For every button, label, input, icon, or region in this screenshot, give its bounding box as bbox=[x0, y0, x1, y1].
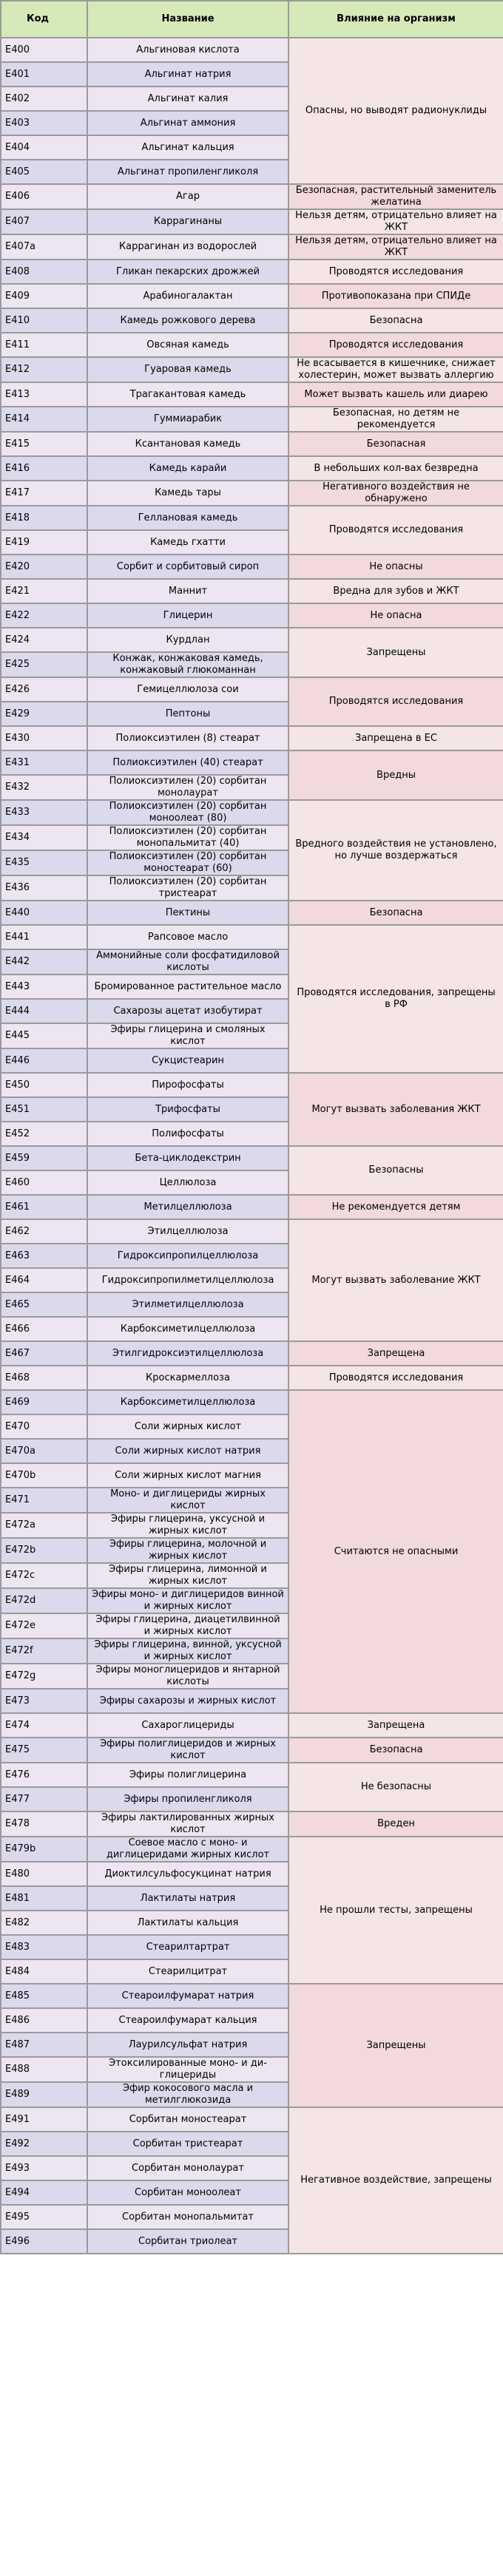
code-cell: E482 bbox=[1, 1911, 87, 1935]
code-cell: E459 bbox=[1, 1146, 87, 1170]
code-cell: E409 bbox=[1, 284, 87, 308]
table-row bbox=[1, 628, 503, 652]
code-cell: E408 bbox=[1, 260, 87, 284]
name-cell: Диоктилсульфосукцинат натрия bbox=[87, 1862, 288, 1886]
table-row bbox=[1, 1073, 503, 1097]
effect-cell: Негативное воздействие, запрещены bbox=[288, 2107, 503, 2254]
code-cell: E470 bbox=[1, 1414, 87, 1439]
name-cell: Кроскармеллоза bbox=[87, 1366, 288, 1390]
code-cell: E467 bbox=[1, 1341, 87, 1366]
effect-cell: Запрещена bbox=[288, 1713, 503, 1738]
code-cell: E472d bbox=[1, 1588, 87, 1613]
code-cell: E430 bbox=[1, 726, 87, 750]
name-cell: Альгинат калия bbox=[87, 87, 288, 111]
code-cell: E441 bbox=[1, 925, 87, 949]
name-cell: Сорбитан тристеарат bbox=[87, 2132, 288, 2156]
table-row bbox=[1, 333, 503, 357]
name-cell: Гуаровая камедь bbox=[87, 357, 288, 382]
code-cell: E445 bbox=[1, 1023, 87, 1048]
name-cell: Соли жирных кислот магния bbox=[87, 1463, 288, 1488]
table-row bbox=[1, 38, 503, 62]
table-row bbox=[1, 209, 503, 234]
code-cell: E484 bbox=[1, 1959, 87, 1984]
table-row bbox=[1, 579, 503, 603]
name-cell: Гидроксипропилцеллюлоза bbox=[87, 1244, 288, 1268]
code-cell: E412 bbox=[1, 357, 87, 382]
name-cell: Полифосфаты bbox=[87, 1122, 288, 1146]
name-cell: Полиоксиэтилен (20) сорбитан тристеарат bbox=[87, 875, 288, 901]
name-cell: Этилцеллюлоза bbox=[87, 1219, 288, 1244]
code-cell: E494 bbox=[1, 2180, 87, 2205]
name-cell: Полиоксиэтилен (20) сорбитан монопальмитат (40) bbox=[87, 825, 288, 850]
effect-cell: Не безопасны bbox=[288, 1763, 503, 1811]
table-row bbox=[1, 382, 503, 407]
name-cell: Сорбитан моноолеат bbox=[87, 2180, 288, 2205]
code-cell: E466 bbox=[1, 1317, 87, 1341]
code-cell: E480 bbox=[1, 1862, 87, 1886]
code-cell: E496 bbox=[1, 2229, 87, 2254]
code-cell: E483 bbox=[1, 1935, 87, 1959]
code-cell: E478 bbox=[1, 1811, 87, 1837]
name-cell: Бета-циклодекстрин bbox=[87, 1146, 288, 1170]
table-row bbox=[1, 1219, 503, 1244]
name-cell: Сукцистеарин bbox=[87, 1048, 288, 1073]
table-row bbox=[1, 1738, 503, 1763]
name-cell: Камедь тары bbox=[87, 481, 288, 506]
effect-cell: Могут вызвать заболевание ЖКТ bbox=[288, 1219, 503, 1341]
table-row bbox=[1, 750, 503, 775]
effect-cell: Не рекомендуется детям bbox=[288, 1195, 503, 1219]
name-cell: Эфиры глицерина и смоляных кислот bbox=[87, 1023, 288, 1048]
table-row bbox=[1, 1341, 503, 1366]
table-row bbox=[1, 1984, 503, 2008]
code-cell: E476 bbox=[1, 1763, 87, 1787]
code-cell: E489 bbox=[1, 2082, 87, 2107]
table-row bbox=[1, 925, 503, 949]
name-cell: Сорбитан монолаурат bbox=[87, 2156, 288, 2180]
code-cell: E450 bbox=[1, 1073, 87, 1097]
name-cell: Маннит bbox=[87, 579, 288, 603]
code-cell: E410 bbox=[1, 308, 87, 333]
effect-cell: Не опасны bbox=[288, 555, 503, 579]
effect-cell: Вредна для зубов и ЖКТ bbox=[288, 579, 503, 603]
code-cell: E488 bbox=[1, 2057, 87, 2082]
name-cell: Овсяная камедь bbox=[87, 333, 288, 357]
effect-cell: В небольших кол-вах безвредна bbox=[288, 456, 503, 481]
code-cell: E470b bbox=[1, 1463, 87, 1488]
name-cell: Трагакантовая камедь bbox=[87, 382, 288, 407]
name-cell: Эфиры лактилированных жирных кислот bbox=[87, 1811, 288, 1837]
name-cell: Пептоны bbox=[87, 702, 288, 726]
name-cell: Альгинат аммония bbox=[87, 111, 288, 135]
table-row bbox=[1, 432, 503, 456]
code-cell: E495 bbox=[1, 2205, 87, 2229]
name-cell: Ксантановая камедь bbox=[87, 432, 288, 456]
code-cell: E487 bbox=[1, 2033, 87, 2057]
code-cell: E413 bbox=[1, 382, 87, 407]
code-cell: E444 bbox=[1, 999, 87, 1023]
code-cell: E477 bbox=[1, 1787, 87, 1811]
effect-cell: Запрещена в ЕС bbox=[288, 726, 503, 750]
code-cell: E472e bbox=[1, 1613, 87, 1638]
code-cell: E442 bbox=[1, 949, 87, 975]
name-cell: Стеарилцитрат bbox=[87, 1959, 288, 1984]
table-row bbox=[1, 2107, 503, 2132]
table-row bbox=[1, 677, 503, 702]
table-row bbox=[1, 407, 503, 432]
code-cell: E407a bbox=[1, 234, 87, 260]
code-cell: E451 bbox=[1, 1097, 87, 1122]
effect-cell: Безопасная, но детям не рекомендуется bbox=[288, 407, 503, 432]
name-cell: Эфиры полиглицеридов и жирных кислот bbox=[87, 1738, 288, 1763]
code-cell: E436 bbox=[1, 875, 87, 901]
effect-cell: Запрещены bbox=[288, 1984, 503, 2107]
code-cell: E472c bbox=[1, 1563, 87, 1588]
code-cell: E465 bbox=[1, 1292, 87, 1317]
column-header-effect: Влияние на организм bbox=[288, 1, 503, 38]
name-cell: Целлюлоза bbox=[87, 1170, 288, 1195]
code-cell: E432 bbox=[1, 775, 87, 800]
effect-cell: Проводятся исследования bbox=[288, 506, 503, 555]
name-cell: Камедь рожкового дерева bbox=[87, 308, 288, 333]
name-cell: Метилцеллюлоза bbox=[87, 1195, 288, 1219]
name-cell: Лаурилсульфат натрия bbox=[87, 2033, 288, 2057]
table-row bbox=[1, 555, 503, 579]
code-cell: E464 bbox=[1, 1268, 87, 1292]
name-cell: Эфиры глицерина, диацетилвинной и жирных кислот bbox=[87, 1613, 288, 1638]
code-cell: E421 bbox=[1, 579, 87, 603]
code-cell: E434 bbox=[1, 825, 87, 850]
name-cell: Эфиры сахарозы и жирных кислот bbox=[87, 1689, 288, 1713]
table-row bbox=[1, 1763, 503, 1787]
table-row bbox=[1, 506, 503, 530]
code-cell: E474 bbox=[1, 1713, 87, 1738]
effect-cell: Опасны, но выводят радионуклиды bbox=[288, 38, 503, 184]
table-row bbox=[1, 184, 503, 209]
code-cell: E418 bbox=[1, 506, 87, 530]
name-cell: Сорбитан триолеат bbox=[87, 2229, 288, 2254]
code-cell: E485 bbox=[1, 1984, 87, 2008]
effect-cell: Считаются не опасными bbox=[288, 1390, 503, 1713]
name-cell: Эфиры полиглицерина bbox=[87, 1763, 288, 1787]
table-row bbox=[1, 1195, 503, 1219]
code-cell: E470a bbox=[1, 1439, 87, 1463]
name-cell: Трифосфаты bbox=[87, 1097, 288, 1122]
code-cell: E424 bbox=[1, 628, 87, 652]
table-row bbox=[1, 603, 503, 628]
name-cell: Этилгидроксиэтилцеллюлоза bbox=[87, 1341, 288, 1366]
name-cell: Этилметилцеллюлоза bbox=[87, 1292, 288, 1317]
name-cell: Эфиры глицерина, лимонной и жирных кислот bbox=[87, 1563, 288, 1588]
code-cell: E407 bbox=[1, 209, 87, 234]
table-row bbox=[1, 1366, 503, 1390]
code-cell: E493 bbox=[1, 2156, 87, 2180]
header-row bbox=[1, 1, 503, 38]
table-row bbox=[1, 726, 503, 750]
name-cell: Курдлан bbox=[87, 628, 288, 652]
code-cell: E472a bbox=[1, 1513, 87, 1538]
name-cell: Сорбитан моностеарат bbox=[87, 2107, 288, 2132]
name-cell: Полиоксиэтилен (8) стеарат bbox=[87, 726, 288, 750]
table-row bbox=[1, 260, 503, 284]
name-cell: Арабиногалактан bbox=[87, 284, 288, 308]
table-row bbox=[1, 456, 503, 481]
table-row bbox=[1, 901, 503, 925]
table-row bbox=[1, 1811, 503, 1837]
name-cell: Бромированное растительное масло bbox=[87, 975, 288, 999]
effect-cell: Запрещены bbox=[288, 628, 503, 677]
effect-cell: Безопасна bbox=[288, 1738, 503, 1763]
effect-cell: Негативного воздействия не обнаружено bbox=[288, 481, 503, 506]
code-cell: E431 bbox=[1, 750, 87, 775]
code-cell: E491 bbox=[1, 2107, 87, 2132]
name-cell: Глицерин bbox=[87, 603, 288, 628]
code-cell: E425 bbox=[1, 652, 87, 677]
code-cell: E422 bbox=[1, 603, 87, 628]
code-cell: E411 bbox=[1, 333, 87, 357]
name-cell: Аммонийные соли фосфатидиловой кислоты bbox=[87, 949, 288, 975]
effect-cell: Вредного воздействия не установлено, но лучше воздержаться bbox=[288, 800, 503, 901]
code-cell: E460 bbox=[1, 1170, 87, 1195]
name-cell: Каррагинан из водорослей bbox=[87, 234, 288, 260]
effect-cell: Проводятся исследования bbox=[288, 677, 503, 726]
name-cell: Камедь карайи bbox=[87, 456, 288, 481]
code-cell: E461 bbox=[1, 1195, 87, 1219]
name-cell: Моно- и диглицериды жирных кислот bbox=[87, 1488, 288, 1513]
effect-cell: Запрещена bbox=[288, 1341, 503, 1366]
code-cell: E472f bbox=[1, 1638, 87, 1664]
name-cell: Лактилаты кальция bbox=[87, 1911, 288, 1935]
name-cell: Этоксилированные моно- и ди-глицериды bbox=[87, 2057, 288, 2082]
effect-cell: Не прошли тесты, запрещены bbox=[288, 1837, 503, 1984]
effect-cell: Проводятся исследования bbox=[288, 260, 503, 284]
name-cell: Эфиры моно- и диглицеридов винной и жирных кислот bbox=[87, 1588, 288, 1613]
name-cell: Соевое масло с моно- и диглицеридами жирных кислот bbox=[87, 1837, 288, 1862]
effect-cell: Проводятся исследования, запрещены в РФ bbox=[288, 925, 503, 1073]
code-cell: E420 bbox=[1, 555, 87, 579]
table-row bbox=[1, 357, 503, 382]
name-cell: Рапсовое масло bbox=[87, 925, 288, 949]
table-row bbox=[1, 284, 503, 308]
code-cell: E433 bbox=[1, 800, 87, 825]
code-cell: E417 bbox=[1, 481, 87, 506]
name-cell: Соли жирных кислот bbox=[87, 1414, 288, 1439]
effect-cell: Вредны bbox=[288, 750, 503, 800]
name-cell: Пирофосфаты bbox=[87, 1073, 288, 1097]
effect-cell: Могут вызвать заболевания ЖКТ bbox=[288, 1073, 503, 1146]
name-cell: Сахароглицериды bbox=[87, 1713, 288, 1738]
name-cell: Эфиры глицерина, молочной и жирных кислот bbox=[87, 1538, 288, 1563]
name-cell: Конжак, конжаковая камедь, конжаковый глюкоманнан bbox=[87, 652, 288, 677]
code-cell: E429 bbox=[1, 702, 87, 726]
name-cell: Альгиновая кислота bbox=[87, 38, 288, 62]
effect-cell: Безопасна bbox=[288, 901, 503, 925]
table-row bbox=[1, 800, 503, 825]
name-cell: Сорбитан монопальмитат bbox=[87, 2205, 288, 2229]
name-cell: Полиоксиэтилен (20) сорбитан монолаурат bbox=[87, 775, 288, 800]
name-cell: Гликан пекарских дрожжей bbox=[87, 260, 288, 284]
name-cell: Альгинат натрия bbox=[87, 62, 288, 87]
code-cell: E479b bbox=[1, 1837, 87, 1862]
effect-cell: Безопасная bbox=[288, 432, 503, 456]
code-cell: E404 bbox=[1, 135, 87, 160]
effect-cell: Противопоказана при СПИДе bbox=[288, 284, 503, 308]
code-cell: E416 bbox=[1, 456, 87, 481]
name-cell: Эфиры моноглицеридов и янтарной кислоты bbox=[87, 1664, 288, 1689]
code-cell: E471 bbox=[1, 1488, 87, 1513]
table-row bbox=[1, 1146, 503, 1170]
name-cell: Сорбит и сорбитовый сироп bbox=[87, 555, 288, 579]
effect-cell: Вреден bbox=[288, 1811, 503, 1837]
name-cell: Эфир кокосового масла и метилглюкозида bbox=[87, 2082, 288, 2107]
effect-cell: Нельзя детям, отрицательно влияет на ЖКТ bbox=[288, 209, 503, 234]
code-cell: E446 bbox=[1, 1048, 87, 1073]
name-cell: Стеарилтартрат bbox=[87, 1935, 288, 1959]
code-cell: E400 bbox=[1, 38, 87, 62]
code-cell: E486 bbox=[1, 2008, 87, 2033]
table-row bbox=[1, 308, 503, 333]
code-cell: E468 bbox=[1, 1366, 87, 1390]
table-row bbox=[1, 234, 503, 260]
name-cell: Полиоксиэтилен (20) сорбитан моноолеат (80) bbox=[87, 800, 288, 825]
code-cell: E415 bbox=[1, 432, 87, 456]
name-cell: Альгинат кальция bbox=[87, 135, 288, 160]
name-cell: Гидроксипропилметилцеллюлоза bbox=[87, 1268, 288, 1292]
effect-cell: Может вызвать кашель или диарею bbox=[288, 382, 503, 407]
table-row bbox=[1, 481, 503, 506]
code-cell: E435 bbox=[1, 850, 87, 875]
table-row bbox=[1, 1837, 503, 1862]
name-cell: Сахарозы ацетат изобутират bbox=[87, 999, 288, 1023]
column-header-name: Название bbox=[87, 1, 288, 38]
effect-cell: Нельзя детям, отрицательно влияет на ЖКТ bbox=[288, 234, 503, 260]
code-cell: E402 bbox=[1, 87, 87, 111]
code-cell: E452 bbox=[1, 1122, 87, 1146]
effect-cell: Не всасывается в кишечнике, снижает холестерин, может вызвать аллергию bbox=[288, 357, 503, 382]
name-cell: Стеароилфумарат кальция bbox=[87, 2008, 288, 2033]
name-cell: Камедь гхатти bbox=[87, 530, 288, 555]
name-cell: Эфиры пропиленгликоля bbox=[87, 1787, 288, 1811]
code-cell: E469 bbox=[1, 1390, 87, 1414]
effect-cell: Не опасна bbox=[288, 603, 503, 628]
name-cell: Лактилаты натрия bbox=[87, 1886, 288, 1911]
code-cell: E462 bbox=[1, 1219, 87, 1244]
column-header-code: Код bbox=[1, 1, 87, 38]
effect-cell: Безопасная, растительный заменитель желатина bbox=[288, 184, 503, 209]
name-cell: Геллановая камедь bbox=[87, 506, 288, 530]
code-cell: E419 bbox=[1, 530, 87, 555]
name-cell: Эфиры глицерина, уксусной и жирных кислот bbox=[87, 1513, 288, 1538]
name-cell: Карбоксиметилцеллюлоза bbox=[87, 1390, 288, 1414]
name-cell: Агар bbox=[87, 184, 288, 209]
code-cell: E475 bbox=[1, 1738, 87, 1763]
effect-cell: Безопасна bbox=[288, 308, 503, 333]
code-cell: E405 bbox=[1, 160, 87, 184]
code-cell: E473 bbox=[1, 1689, 87, 1713]
code-cell: E406 bbox=[1, 184, 87, 209]
effect-cell: Проводятся исследования bbox=[288, 333, 503, 357]
name-cell: Эфиры глицерина, винной, уксусной и жирных кислот bbox=[87, 1638, 288, 1664]
table-row bbox=[1, 1713, 503, 1738]
table-row bbox=[1, 1390, 503, 1414]
code-cell: E472b bbox=[1, 1538, 87, 1563]
name-cell: Альгинат пропиленгликоля bbox=[87, 160, 288, 184]
name-cell: Гемицеллюлоза сои bbox=[87, 677, 288, 702]
name-cell: Соли жирных кислот натрия bbox=[87, 1439, 288, 1463]
effect-cell: Безопасны bbox=[288, 1146, 503, 1195]
name-cell: Карбоксиметилцеллюлоза bbox=[87, 1317, 288, 1341]
name-cell: Пектины bbox=[87, 901, 288, 925]
name-cell: Полиоксиэтилен (40) стеарат bbox=[87, 750, 288, 775]
code-cell: E403 bbox=[1, 111, 87, 135]
name-cell: Полиоксиэтилен (20) сорбитан моностеарат (60) bbox=[87, 850, 288, 875]
code-cell: E481 bbox=[1, 1886, 87, 1911]
name-cell: Гуммиарабик bbox=[87, 407, 288, 432]
code-cell: E440 bbox=[1, 901, 87, 925]
code-cell: E426 bbox=[1, 677, 87, 702]
code-cell: E401 bbox=[1, 62, 87, 87]
effect-cell: Проводятся исследования bbox=[288, 1366, 503, 1390]
code-cell: E472g bbox=[1, 1664, 87, 1689]
code-cell: E463 bbox=[1, 1244, 87, 1268]
table-body bbox=[1, 38, 503, 2254]
name-cell: Каррагинаны bbox=[87, 209, 288, 234]
name-cell: Стеароилфумарат натрия bbox=[87, 1984, 288, 2008]
code-cell: E443 bbox=[1, 975, 87, 999]
code-cell: E492 bbox=[1, 2132, 87, 2156]
code-cell: E414 bbox=[1, 407, 87, 432]
